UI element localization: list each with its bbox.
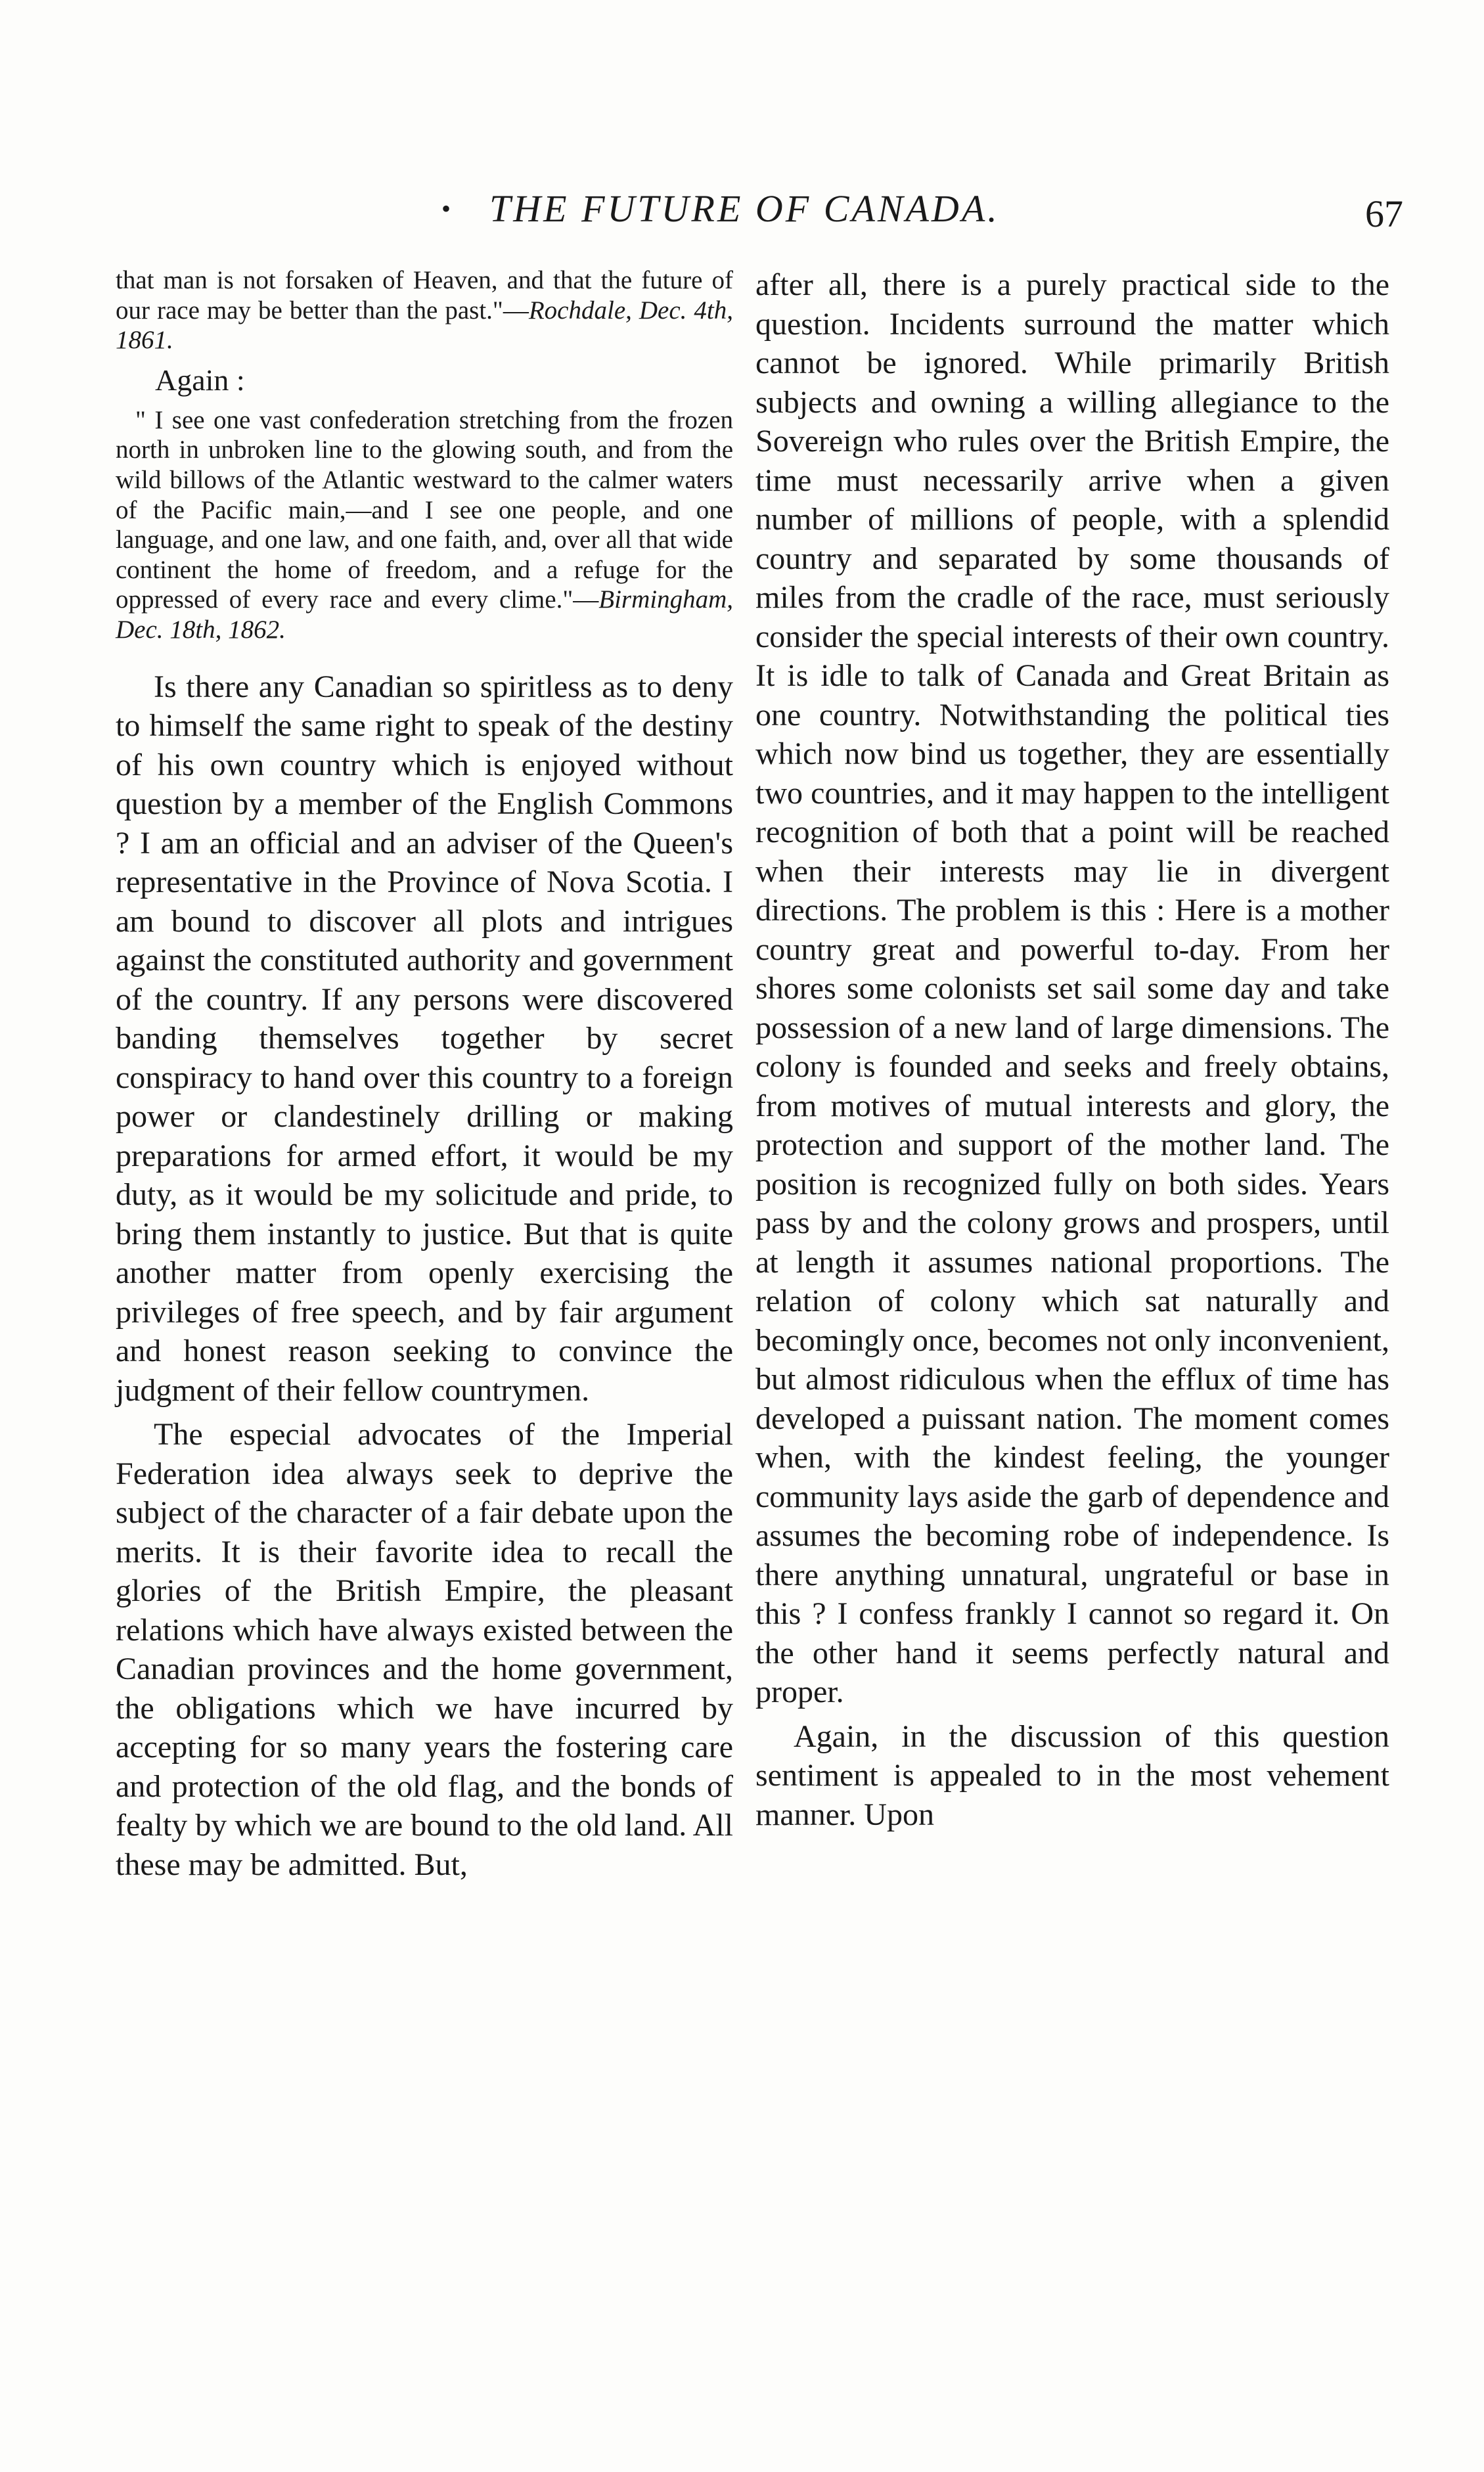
quote-birmingham-body: " I see one vast confederation stretching from the frozen north in unbroken line to the glowing south, and from the wild billows of the Atlantic westward to the calmer waters of the Pacific main,—and I see one people, and one language, and one law, and one faith, and, over all that wide continent the home of freedom, and a refuge for the oppressed of every race and every clime."— <box>116 405 733 614</box>
quote-rochdale-body: that man is not forsaken of Heaven, and that the future of our race may be better than the past."— <box>116 266 733 325</box>
left-column <box>116 265 733 1884</box>
paragraph-practical-side: after all, there is a purely practical side to the question. Incidents surround the matter which cannot be ignored. While primarily British subjects and owning a willing allegiance to the Sovereign who rules over the British Empire, the time must necessarily arrive when a given number of millions of people, with a splendid country and separated by some thousands of miles from the cradle of the race, must seriously consider the special interests of their own country. It is idle to talk of Canada and Great Britain as one country. Notwithstanding the political ties which now bind us together, they are essentially two countries, and it may happen to the intelligent recognition of both that a point will be reached when their interests may lie in divergent directions. The problem is this : Here is a mother country great and powerful to-day. From her shores some colonists set sail some day and take possession of a new land of large dimensions. The colony is founded and seeks and freely obtains, from motives of mutual interests and glory, the protection and support of the mother land. The position is recognized fully on both sides. Years pass by and the colony grows and prospers, until at length it assumes national proportions. The relation of colony which sat naturally and becomingly once, becomes not only inconvenient, but almost ridiculous when the efflux of time has developed a puissant nation. The moment comes when, with the kindest feeling, the younger community lays aside the garb of dependence and assumes the becoming robe of independence. Is there anything unnatural, ungrateful or base in this ? I confess frankly I cannot so regard it. On the other hand it seems perfectly natural and proper. <box>755 267 1389 1709</box>
running-head-title: THE FUTURE OF CANADA. <box>489 187 1000 230</box>
running-head-mark: • <box>441 194 451 223</box>
quote-rochdale <box>116 265 733 355</box>
quote-birmingham <box>116 405 733 645</box>
right-column <box>755 265 1389 1834</box>
running-head <box>0 183 1484 235</box>
paragraph-canadian-right: Is there any Canadian so spiritless as to deny to himself the same right to speak of the destiny of his own country which is enjoyed without question by a member of the English Commons ? I am an official and an adviser of the Queen's representative in the Province of Nova Scotia. I am bound to discover all plots and intrigues against the constituted authority and government of the country. If any persons were discovered banding themselves together by secret conspiracy to hand over this country to a foreign power or clandestinely drilling or making preparations for armed effort, it would be my duty, as it would be my solicitude and pride, to bring them instantly to justice. But that is quite another matter from openly exercising the privileges of free speech, and by fair argument and honest reason seeking to convince the judgment of their fellow countrymen. <box>116 669 733 1408</box>
page-number: 67 <box>1365 192 1403 235</box>
again-label: Again : <box>155 363 245 397</box>
paragraph-federation-advocates: The especial advocates of the Imperial Federation idea always seek to deprive the subject of the character of a fair debate upon the merits. It is their favorite idea to recall the glories of the British Empire, the pleasant relations which have always existed between the Canadian provinces and the home government, the obligations which we have incurred by accepting for so many years the fostering care and protection of the old flag, and the bonds of fealty by which we are bound to the old land. All these may be admitted. But, <box>116 1417 733 1882</box>
quote-birmingham-source: Birmingham, Dec. 18th, 1862. <box>116 585 733 644</box>
paragraph-sentiment: Again, in the discussion of this question sentiment is appealed to in the most vehement manner. Upon <box>755 1719 1389 1832</box>
quote-rochdale-source: Rochdale, Dec. 4th, 1861. <box>116 296 733 355</box>
